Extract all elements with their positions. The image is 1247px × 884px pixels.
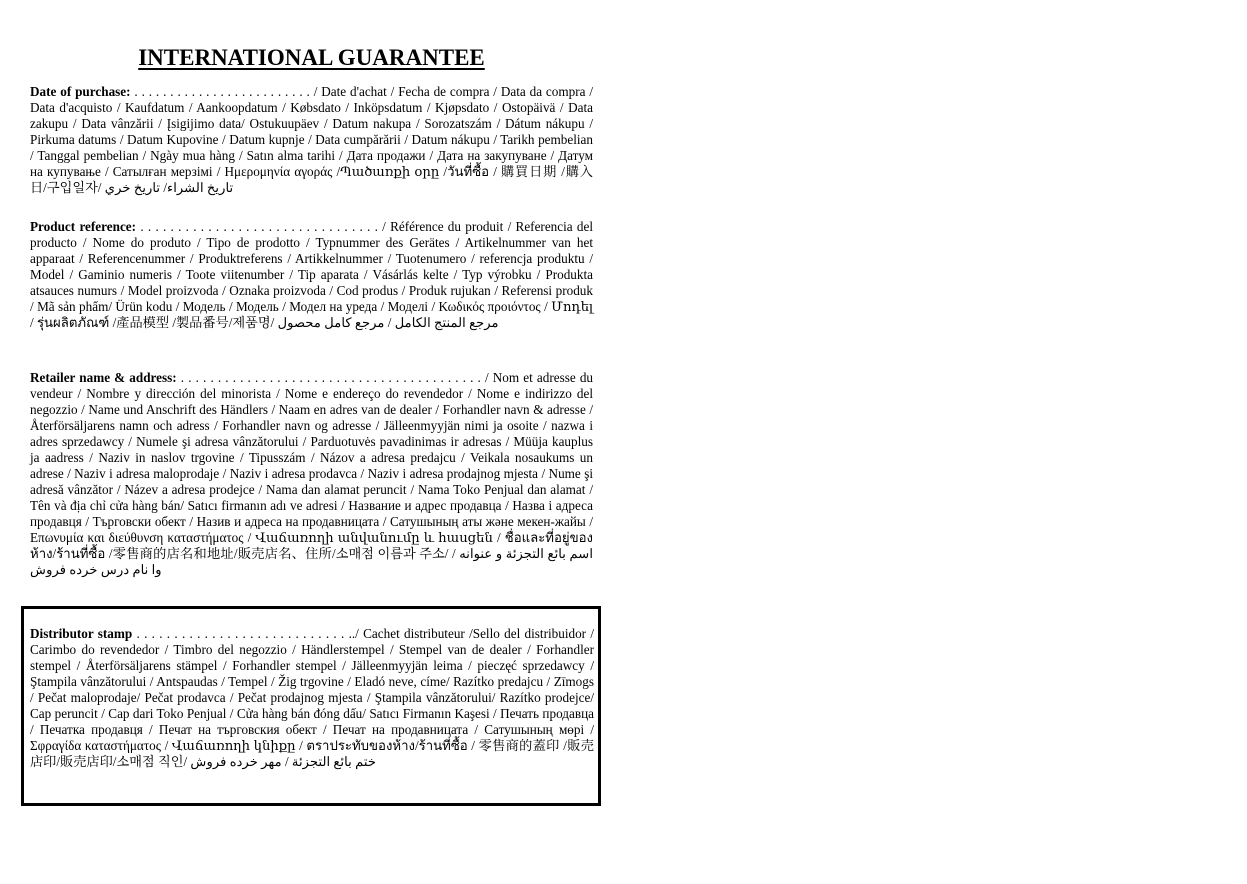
date-of-purchase-field [30,84,593,196]
retailer-name-address-label: Retailer name & address: [30,370,177,385]
retailer-name-address-translations: / Nom et adresse du vendeur / Nombre y dirección del minorista / Nome e endereço do revendedor / Nome e indirizzo del negozzio / Name und Anschrift des Händlers / Naam en adres van de dealer / Forhandler navn & adresse / Återförsäljarens namn och adress / Forhandler navn og adresse / Jälleenmyyjän nimi ja osoite / nazwa i adres sprzedawcy / Numele şi adresa vânzătorului / Parduotuvės pavadinimas ir adresas / Müüja kauplus ja aadress / Naziv in naslov trgovine / Tipusszám / Názov a adresa predajcu / Veikala nosaukums un adrese / Naziv i adresa maloprodaje / Naziv i adresa prodavca / Naziv i adresa prodajnog mjesta / Nume şi adresă vânzător / Název a adresa prodejce / Nama dan alamat peruncit / Nama Toko Penjual dan alamat / Tên và địa chỉ cửa hàng bán/ Satıcı firmanın adı ve adresi / Название и адрес продавца / Назва і адреса продавця / Търговски обект / Назив и адреса на продавницата / Сатушының аты және мекен-жайы / Επωνυμία και διεύθυνση καταστήματος / Վաճառողի անվանումը և հասցեն / ชื่อและที่อยู่ของห้าง/ร้านที่ซื้อ /零售商的店名和地址/販売店名、住所/소매점 이름과 주소/ اسم بائع التجزئة و عنوانه /وا نام درس خرده فروش [30,370,594,577]
retailer-name-address-dots: . . . . . . . . . . . . . . . . . . . . . . . . . . . . . . . . . . . . . . . . . [176,370,481,385]
date-of-purchase-label: Date of purchase: [30,84,131,99]
retailer-name-address-field [30,370,593,578]
distributor-stamp-label: Distributor stamp [30,626,133,641]
distributor-stamp-dots: . . . . . . . . . . . . . . . . . . . . . . . . . . . . . [132,626,352,641]
distributor-stamp-box [21,606,601,806]
product-reference-dots: . . . . . . . . . . . . . . . . . . . . . . . . . . . . . . . . [136,219,378,234]
page-title: INTERNATIONAL GUARANTEE [138,45,485,70]
date-of-purchase-dots: . . . . . . . . . . . . . . . . . . . . . . . . . [130,84,310,99]
product-reference-translations: / Référence du produit / Referencia del producto / Nome do produto / Tipo de prodotto / Typnummer des Gerätes / Artikelnummer van het apparaat / Referencenummer / Produktreferens / Artikkelnummer / Tuotenumero / referencja produktu / Model / Gaminio numeris / Toote viitenumber / Tip aparata / Vásárlás kelte / Typ výrobku / Produkta atsauces numurs / Model proizvoda / Oznaka proizvoda / Cod produs / Produk rujukan / Referensi produk / Mã sản phẩm/ Ürün kodu / Модель / Модель / Модел на уреда / Моделі / Κωδικός προιόντος / Մոդել / รุ่นผลิตภัณฑ์ /產品模型 /製品番号/제품명/ مرجع المنتج الكامل / مرجع كامل محصول [30,219,594,330]
product-reference-field [30,219,593,331]
product-reference-label: Product reference: [30,219,137,234]
date-of-purchase-translations: / Date d'achat / Fecha de compra / Data da compra / Data d'acquisto / Kaufdatum / Aankoopdatum / Købsdato / Inköpsdatum / Kjøpsdato / Ostopäivä / Data zakupu / Data vânzării / Įsigijimo data/ Ostukuupäev / Datum nakupa / Sorozatszám / Dátum nákupu / Pirkuma datums / Datum Kupovine / Datum kupnje / Data cumpărării / Datum nákupu / Tarikh pembelian / Tanggal pembelian / Ngày mua hàng / Satın alma tarihi / Дата продажи / Дата на закупуване / Датум на купување / Сатылған мерзімі / Ημερομηνία αγοράς /Պածառքի օրը /วันที่ซื้อ / 購買日期 /購入日/구입일자/ تاريخ الشراء/ تاريخ خري [30,84,594,195]
distributor-stamp-translations: ./ Cachet distributeur /Sello del distribuidor / Carimbo do revendedor / Timbro del negozzio / Händlerstempel / Stempel van de dealer / Forhandler stempel / Återförsäljarens stämpel / Forhandler stempel / Jälleenmyyjän leima / pieczęć sprzedawcy / Ştampila vânzătorului / Antspaudas / Tempel / Žig trgovine / Eladó neve, címe/ Razítko predajcu / Zīmogs / Pečat maloprodaje/ Pečat prodavca / Pečat prodajnog mjesta / Ştampila vânzătorului/ Razítko prodejce/ Cap peruncit / Cap dari Toko Penjual / Cửa hàng bán đóng dấu/ Satıcı Firmanın Kaşesi / Печать продавца / Печатка продавця / Печат на търговския обект / Печат на продавницата / Сатушының мөрі / Σφραγίδα καταστήματος / Վաճառողի կնիքը / ตราประทับของห้าง/ร้านที่ซื้อ / 零售商的蓋印 /販売店印/販売店印/소매점 직인/ ختم بائع التجزئة / مهر خرده فروش [30,626,594,769]
distributor-stamp-field [30,626,594,770]
